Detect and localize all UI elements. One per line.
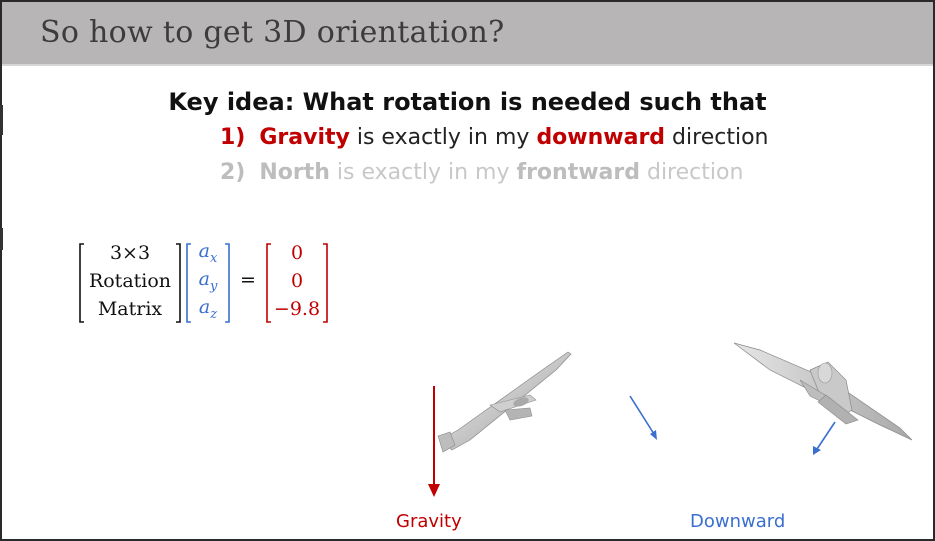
vector-ax: $a_x$	[198, 240, 218, 266]
frontward-term: frontward	[516, 160, 640, 185]
gravity-arrow-icon	[428, 386, 440, 497]
north-term: North	[259, 160, 330, 185]
matrix-line: Rotation	[88, 270, 172, 292]
item-number: 1)	[220, 125, 246, 150]
item-text: direction	[639, 160, 744, 185]
equals-sign: =	[240, 269, 256, 291]
downward-label: Downward	[690, 511, 786, 532]
key-idea-heading: Key idea: What rotation is needed such that	[168, 88, 767, 116]
vector-az: $a_z$	[198, 296, 218, 322]
result-y: 0	[290, 270, 304, 292]
downward-term: downward	[536, 125, 666, 150]
slide-title: So how to get 3D orientation?	[40, 15, 505, 50]
item-text: direction	[665, 125, 769, 150]
downward-arrow-icon	[630, 396, 657, 440]
gravity-term: Gravity	[259, 125, 350, 150]
result-x: 0	[290, 242, 304, 264]
matrix-line: 3×3	[109, 242, 151, 264]
result-z: −9.8	[273, 298, 321, 320]
item-text: is exactly in my	[349, 125, 537, 150]
vector-ay: $a_y$	[198, 268, 218, 294]
item-text: is exactly in my	[329, 160, 517, 185]
matrix-line: Matrix	[97, 298, 163, 320]
airplane-icon	[438, 352, 571, 452]
gravity-label: Gravity	[396, 511, 462, 532]
downward-arrow-icon	[813, 422, 835, 455]
item-number: 2)	[220, 160, 246, 185]
airplane-icon	[734, 343, 912, 440]
